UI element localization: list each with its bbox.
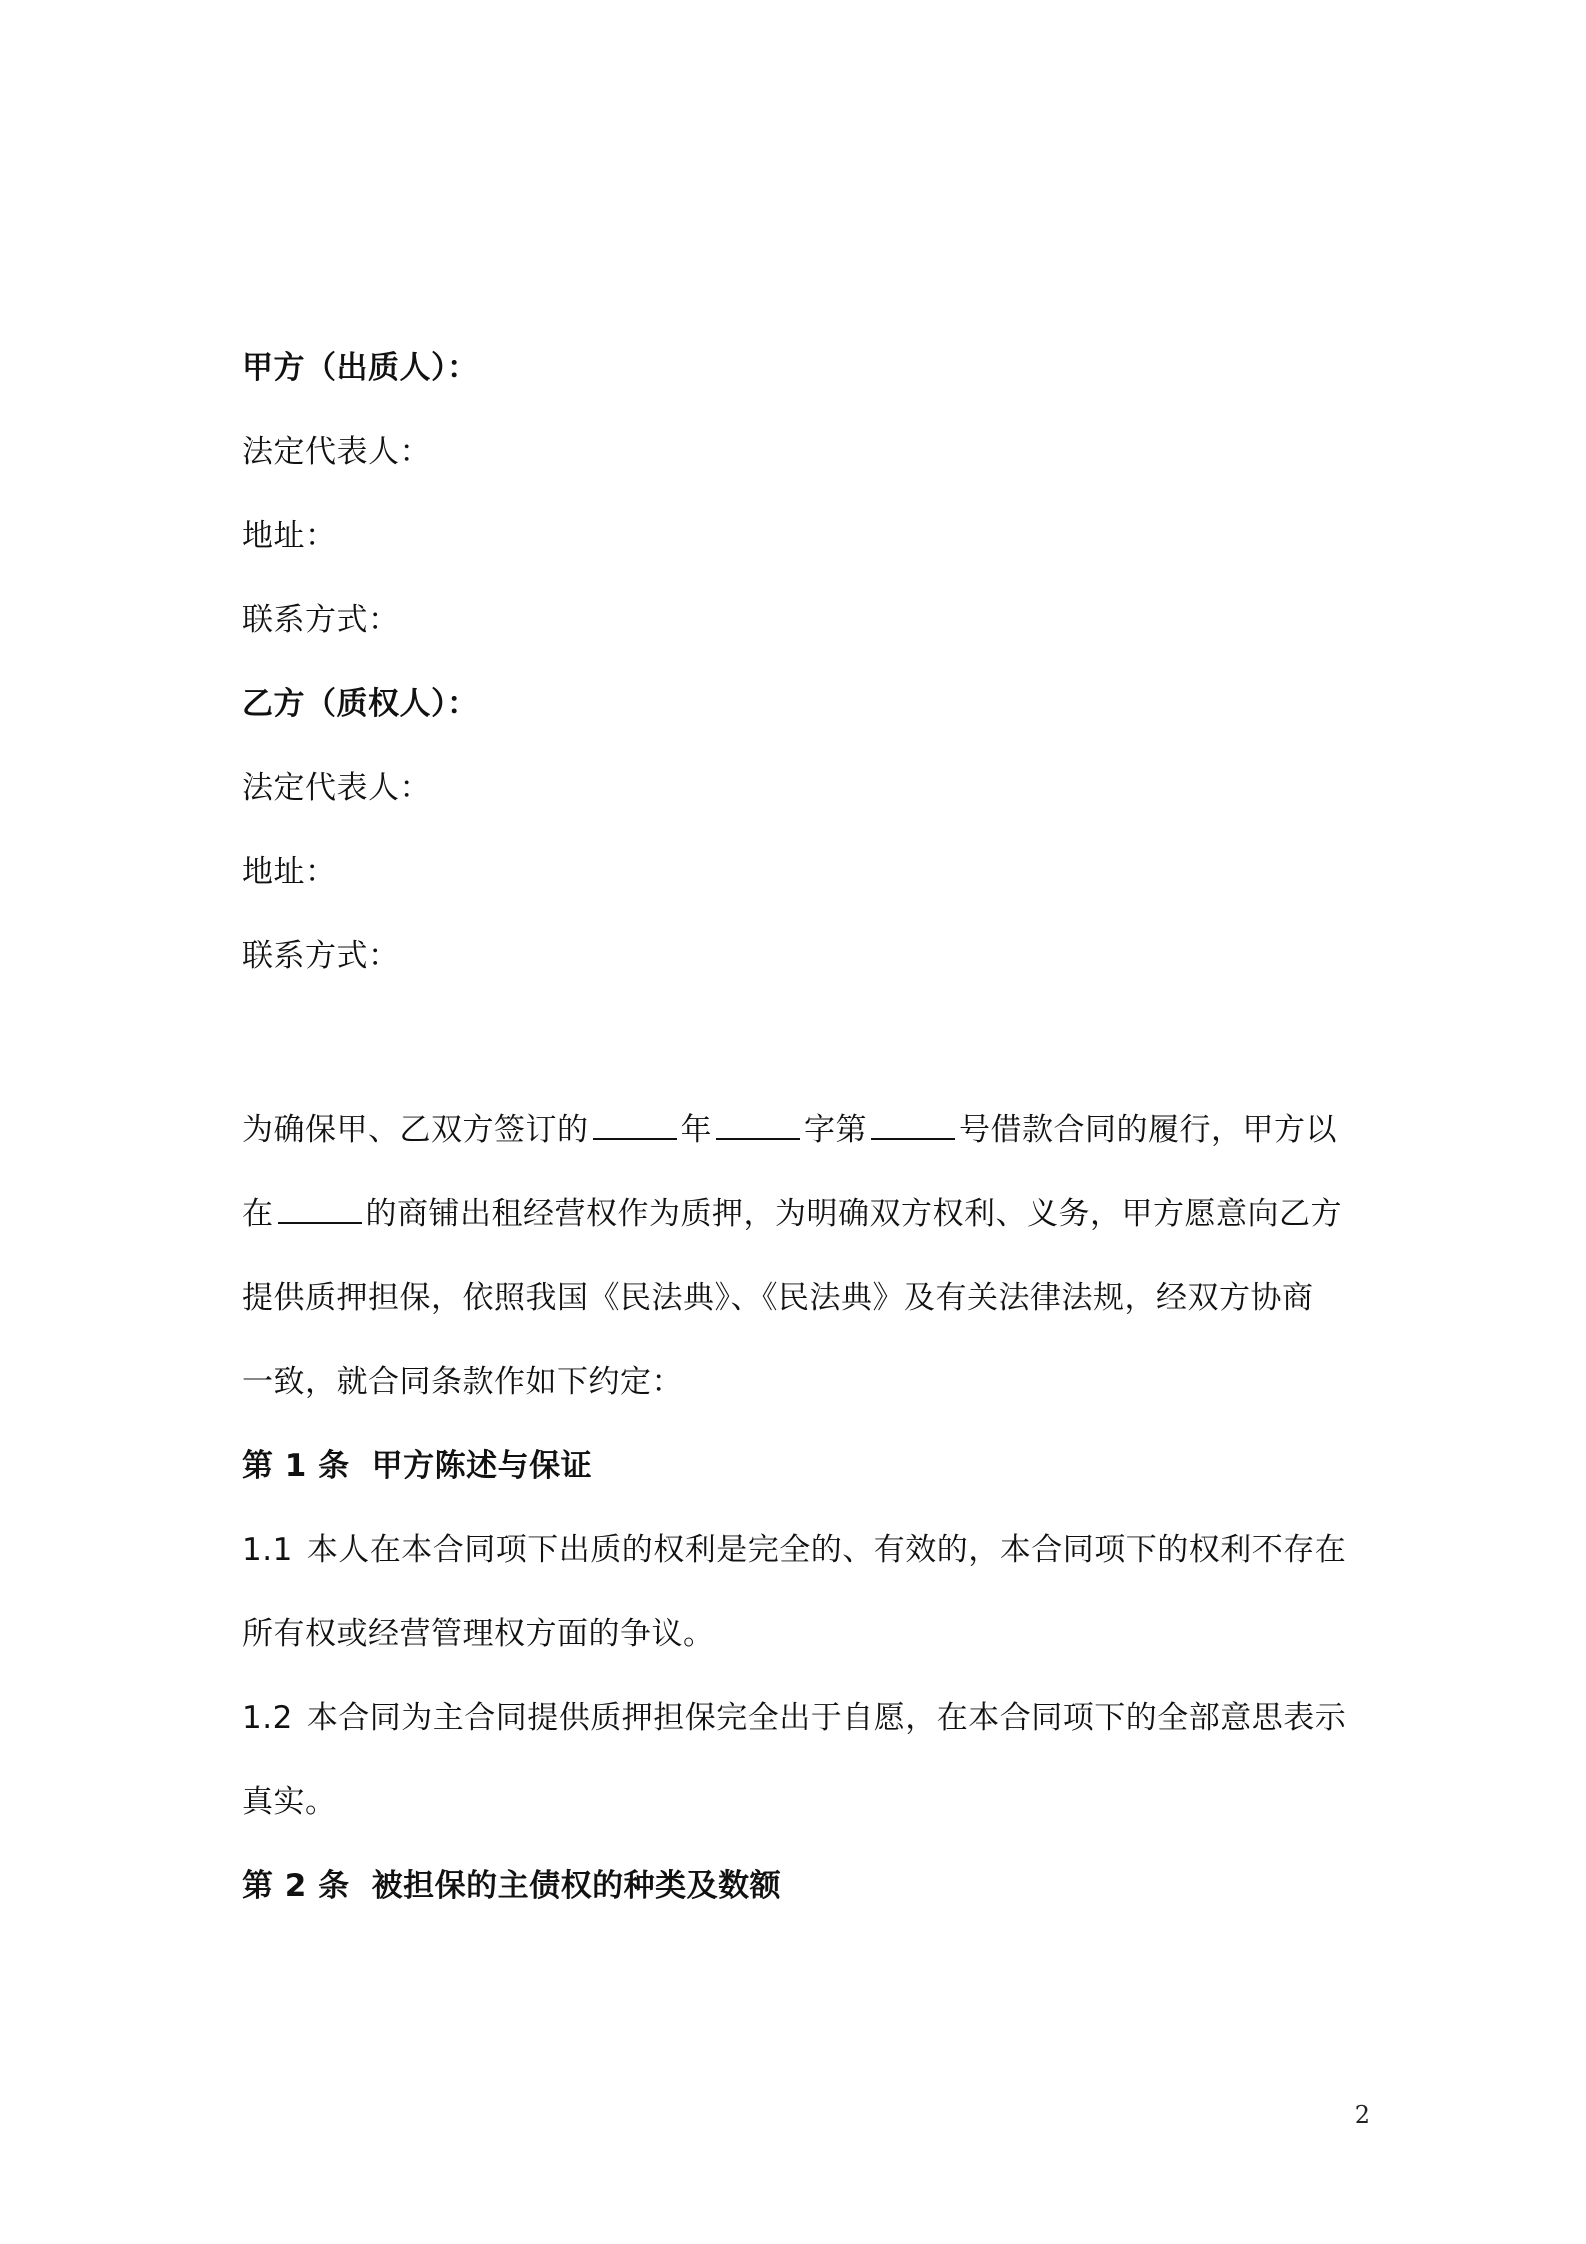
clause-1-1-line-1 bbox=[242, 1530, 1358, 1570]
preamble-text: 年 bbox=[680, 1112, 712, 1148]
article-2-heading bbox=[242, 1866, 1358, 1906]
party-a-address-label: 地址： bbox=[242, 518, 337, 554]
contract-year-blank[interactable] bbox=[593, 1110, 677, 1140]
party-a-legal-rep-label: 法定代表人： bbox=[242, 434, 431, 470]
preamble-text: 字第 bbox=[804, 1112, 867, 1148]
clause-number: 1.1 bbox=[242, 1532, 293, 1568]
page-number: 2 bbox=[1354, 2101, 1370, 2129]
preamble-text: 为确保甲、乙双方签订的 bbox=[242, 1112, 589, 1148]
preamble-text: 号借款合同的履行，甲方以 bbox=[959, 1112, 1337, 1148]
clause-number: 1.2 bbox=[242, 1700, 293, 1736]
article-title: 被担保的主债权的种类及数额 bbox=[371, 1868, 782, 1904]
article-number: 第 1 条 bbox=[242, 1448, 350, 1484]
shop-location-blank[interactable] bbox=[278, 1194, 362, 1224]
clause-1-2-line-1 bbox=[242, 1698, 1358, 1738]
contract-number-blank[interactable] bbox=[871, 1110, 955, 1140]
party-a-title: 甲方（出质人）： bbox=[242, 350, 479, 386]
party-a-contact-label: 联系方式： bbox=[242, 602, 400, 638]
preamble-line-2 bbox=[242, 1194, 1358, 1234]
preamble-line-4: 一致，就合同条款作如下约定： bbox=[242, 1364, 683, 1400]
preamble-line-1 bbox=[242, 1110, 1358, 1150]
clause-1-2-line-2: 真实。 bbox=[242, 1784, 337, 1820]
party-b-address-label: 地址： bbox=[242, 854, 337, 890]
clause-text: 本人在本合同项下出质的权利是完全的、有效的，本合同项下的权利不存在 bbox=[306, 1532, 1347, 1568]
party-b-title: 乙方（质权人）： bbox=[242, 686, 479, 722]
article-title: 甲方陈述与保证 bbox=[371, 1448, 593, 1484]
contract-word-blank[interactable] bbox=[716, 1110, 800, 1140]
preamble-text: 的商铺出租经营权作为质押，为明确双方权利、义务，甲方愿意向乙方 bbox=[365, 1196, 1342, 1232]
preamble-line-3: 提供质押担保，依照我国《民法典》、《民法典》及有关法律法规，经双方协商 bbox=[242, 1280, 1314, 1316]
article-1-heading bbox=[242, 1446, 1358, 1486]
party-b-legal-rep-label: 法定代表人： bbox=[242, 770, 431, 806]
article-number: 第 2 条 bbox=[242, 1868, 350, 1904]
preamble-text: 在 bbox=[242, 1196, 274, 1232]
party-b-contact-label: 联系方式： bbox=[242, 938, 400, 974]
clause-text: 本合同为主合同提供质押担保完全出于自愿，在本合同项下的全部意思表示 bbox=[306, 1700, 1347, 1736]
clause-1-1-line-2: 所有权或经营管理权方面的争议。 bbox=[242, 1616, 715, 1652]
